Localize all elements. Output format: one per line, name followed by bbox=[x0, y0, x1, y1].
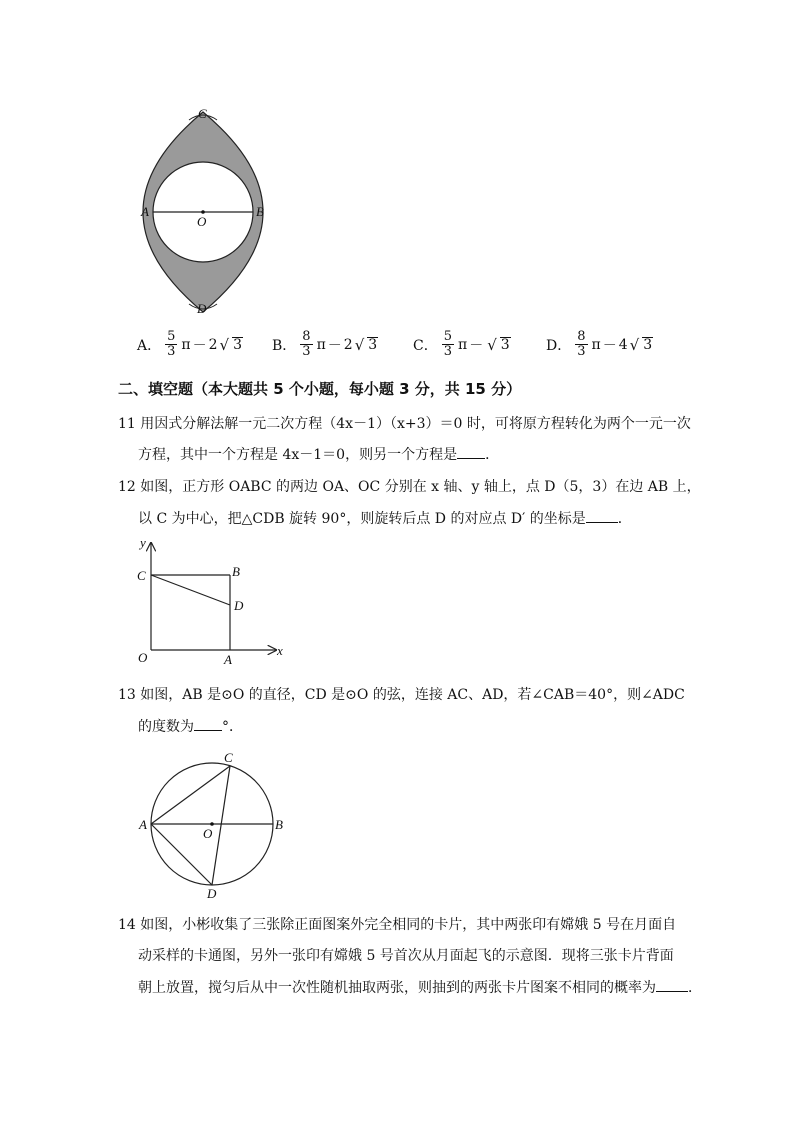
label-b: B bbox=[232, 564, 240, 579]
axis-label-x: x bbox=[277, 643, 283, 658]
sqrt-icon: √ bbox=[629, 335, 640, 354]
minus-sign: － bbox=[192, 337, 207, 354]
option-letter: A． bbox=[137, 337, 162, 354]
radicand: 3 bbox=[368, 337, 378, 353]
label-d: D bbox=[207, 886, 217, 901]
fraction bbox=[575, 330, 587, 359]
minus-sign: － bbox=[327, 337, 342, 354]
q11-line1: 11 用因式分解法解一元二次方程（4x－1）（x+3）＝0 时，可将原方程转化为两个一元一次 bbox=[118, 416, 691, 432]
square-coordinate-figure bbox=[130, 533, 300, 673]
q13-line2-text: 的度数为 bbox=[138, 719, 194, 735]
lens-circle-figure bbox=[135, 100, 285, 320]
label-a: A bbox=[141, 204, 149, 219]
axis-label-y: y bbox=[140, 535, 146, 550]
section-title: 二、填空题（本大题共 5 个小题，每小题 3 分，共 15 分） bbox=[118, 380, 522, 398]
q11-line2-text: 方程，其中一个方程是 4x－1＝0，则另一个方程是 bbox=[138, 447, 458, 463]
option-d bbox=[546, 330, 653, 359]
radicand: 3 bbox=[643, 337, 653, 353]
sqrt-icon: √ bbox=[487, 335, 497, 354]
option-b bbox=[272, 330, 378, 359]
pi-symbol: π bbox=[458, 336, 468, 353]
pi-symbol: π bbox=[181, 336, 191, 353]
label-a: A bbox=[139, 817, 147, 832]
fraction bbox=[300, 330, 312, 359]
minus-sign: － bbox=[602, 337, 617, 354]
coefficient: 2 bbox=[208, 336, 218, 353]
numerator: 5 bbox=[167, 329, 176, 344]
q13-line2 bbox=[138, 716, 243, 737]
q12-line2-text: 以 C 为中心，把△CDB 旋转 90°，则旋转后点 D 的对应点 D′ 的坐标是 bbox=[138, 511, 586, 527]
q11-end: ． bbox=[485, 447, 500, 463]
option-letter: D． bbox=[546, 337, 572, 354]
label-d: D bbox=[234, 598, 244, 613]
label-o: O bbox=[138, 650, 148, 665]
label-b: B bbox=[275, 817, 283, 832]
sqrt-icon: √ bbox=[354, 335, 365, 354]
q13-end: °． bbox=[222, 719, 243, 735]
minus-sign: － bbox=[469, 337, 484, 354]
q14-end: ． bbox=[688, 980, 702, 996]
sqrt-icon: √ bbox=[219, 335, 230, 354]
q14-line3 bbox=[138, 977, 702, 998]
option-letter: B． bbox=[272, 337, 297, 354]
q12-line2 bbox=[138, 508, 632, 529]
option-c bbox=[413, 330, 511, 359]
fraction bbox=[165, 330, 177, 359]
q14-line2: 动采样的卡通图，另外一张印有嫦娥 5 号首次从月面起飞的示意图．现将三张卡片背面 bbox=[138, 948, 674, 964]
fraction bbox=[442, 330, 454, 359]
option-letter: C． bbox=[413, 337, 438, 354]
label-b: B bbox=[256, 204, 264, 219]
label-c: C bbox=[224, 750, 233, 765]
q12-line1: 12 如图，正方形 OABC 的两边 OA、OC 分别在 x 轴、y 轴上，点 D（5，3）在边 AB 上， bbox=[118, 479, 701, 495]
q14-line1: 14 如图，小彬收集了三张除正面图案外完全相同的卡片，其中两张印有嫦娥 5 号在月面自 bbox=[118, 917, 677, 933]
denominator: 3 bbox=[302, 344, 311, 359]
label-a: A bbox=[224, 652, 232, 667]
numerator: 8 bbox=[302, 329, 311, 344]
answer-blank bbox=[656, 977, 688, 992]
denominator: 3 bbox=[577, 344, 586, 359]
pi-symbol: π bbox=[591, 336, 601, 353]
radicand: 3 bbox=[233, 337, 243, 353]
q14-line3-text: 朝上放置，搅匀后从中一次性随机抽取两张，则抽到的两张卡片图案不相同的概率为 bbox=[138, 980, 656, 996]
denominator: 3 bbox=[443, 344, 452, 359]
answer-blank bbox=[194, 716, 222, 731]
denominator: 3 bbox=[167, 344, 176, 359]
coefficient: 2 bbox=[343, 336, 353, 353]
label-o: O bbox=[197, 214, 207, 229]
label-c: C bbox=[198, 106, 207, 121]
circle-chord-figure bbox=[130, 745, 300, 905]
q12-end: ． bbox=[617, 511, 632, 527]
pi-symbol: π bbox=[316, 336, 326, 353]
numerator: 5 bbox=[443, 329, 452, 344]
label-c: C bbox=[137, 568, 146, 583]
q11-line2 bbox=[138, 444, 499, 465]
coefficient: 4 bbox=[618, 336, 628, 353]
label-d: D bbox=[197, 301, 207, 316]
numerator: 8 bbox=[577, 329, 586, 344]
answer-blank bbox=[457, 444, 485, 459]
answer-blank bbox=[586, 508, 618, 523]
label-o: O bbox=[203, 826, 213, 841]
radicand: 3 bbox=[500, 337, 510, 353]
option-a bbox=[137, 330, 243, 359]
q13-line1: 13 如图，AB 是⊙O 的直径，CD 是⊙O 的弦，连接 AC、AD，若∠CAB＝40°，则∠ADC bbox=[118, 687, 685, 703]
